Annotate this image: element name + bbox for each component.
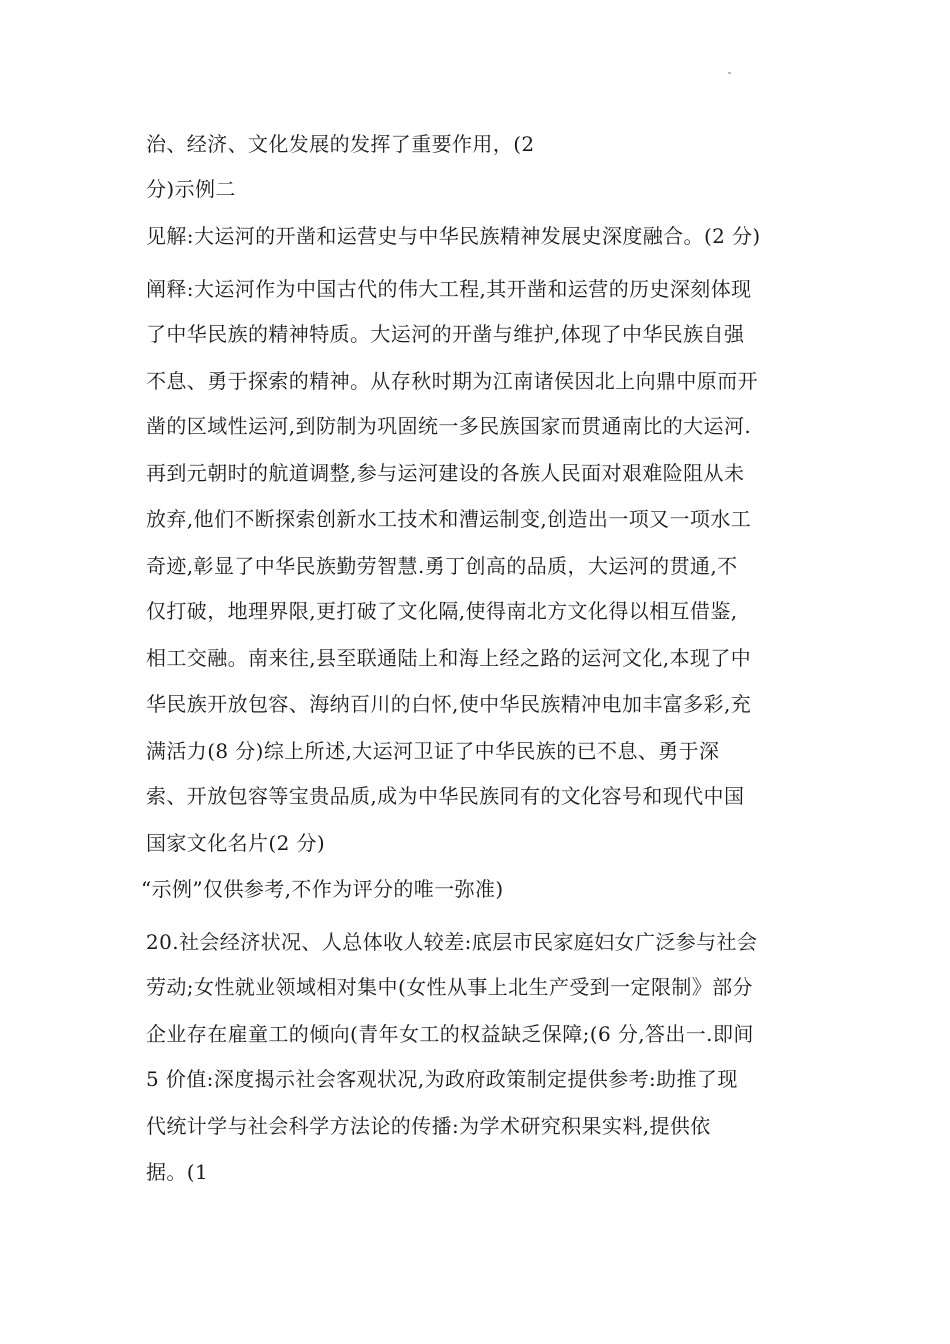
text-line: 国家文化名片(2 分) [146, 831, 326, 855]
text-line: 满活力(8 分)综上所述,大运河卫证了中华民族的已不息、勇于深 [146, 739, 720, 763]
text-line: 索、开放包容等宝贵品质,成为中华民族同有的文化容号和现代中国 [146, 784, 745, 808]
text-line: 再到元朝时的航道调整,参与运河建设的各族人民面对艰难险阻从未 [146, 461, 745, 485]
text-line: 劳动;女性就业领域相对集中(女性从事上北生产受到一定限制》部分 [146, 975, 753, 999]
text-line: 了中华民族的精神特质。大运河的开凿与维护,体现了中华民族自强 [146, 322, 745, 346]
text-line: 据。(1 [146, 1160, 209, 1184]
text-line: 代统计学与社会科学方法论的传播:为学术研究积果实料,提供依 [146, 1114, 711, 1138]
text-line: 见解:大运河的开凿和运营史与中华民族精神发展史深度融合。(2 分) [146, 224, 761, 248]
corner-mark [728, 72, 731, 74]
text-line: 20.社会经济状况、人总体收人较差:底层市民家庭妇女广泛参与社会 [146, 930, 758, 954]
text-line: “示例”仅供参考,不作为评分的唯一弥准) [141, 877, 504, 901]
text-line: 仅打破，地理界限,更打破了文化隔,使得南北方文化得以相互借鉴, [146, 599, 738, 623]
text-line: 企业存在雇童工的倾向(青年女工的权益缺乏保障;(6 分,答出一.即间 [146, 1022, 754, 1046]
text-line: 5 价值:深度揭示社会客观状况,为政府政策制定提供参考:助推了现 [146, 1067, 738, 1091]
text-line: 不息、勇于探索的精神。从存秋时期为江南诸侯因北上向鼎中原而开 [146, 369, 758, 393]
text-line: 凿的区域性运河,到防制为巩固统一多民族国家而贯通南比的大运河. [146, 414, 752, 438]
text-line: 分)示例二 [146, 177, 236, 201]
text-line: 放弃,他们不断探索创新水工技术和漕运制变,创造出一项又一项水工 [146, 507, 752, 531]
text-line: 阐释:大运河作为中国古代的伟大工程,其开凿和运营的历史深刻体现 [146, 277, 752, 301]
text-line: 奇迹,彰显了中华民族勤劳智慧.勇丁创高的品质，大运河的贯通,不 [146, 554, 738, 578]
text-line: 相工交融。南来往,县至联通陆上和海上经之路的运河文化,本现了中 [146, 646, 752, 670]
text-line: 治、经济、文化发展的发挥了重要作用，(2 [146, 132, 535, 156]
text-line: 华民族开放包容、海纳百川的白怀,使中华民族精冲电加丰富多彩,充 [146, 692, 752, 716]
